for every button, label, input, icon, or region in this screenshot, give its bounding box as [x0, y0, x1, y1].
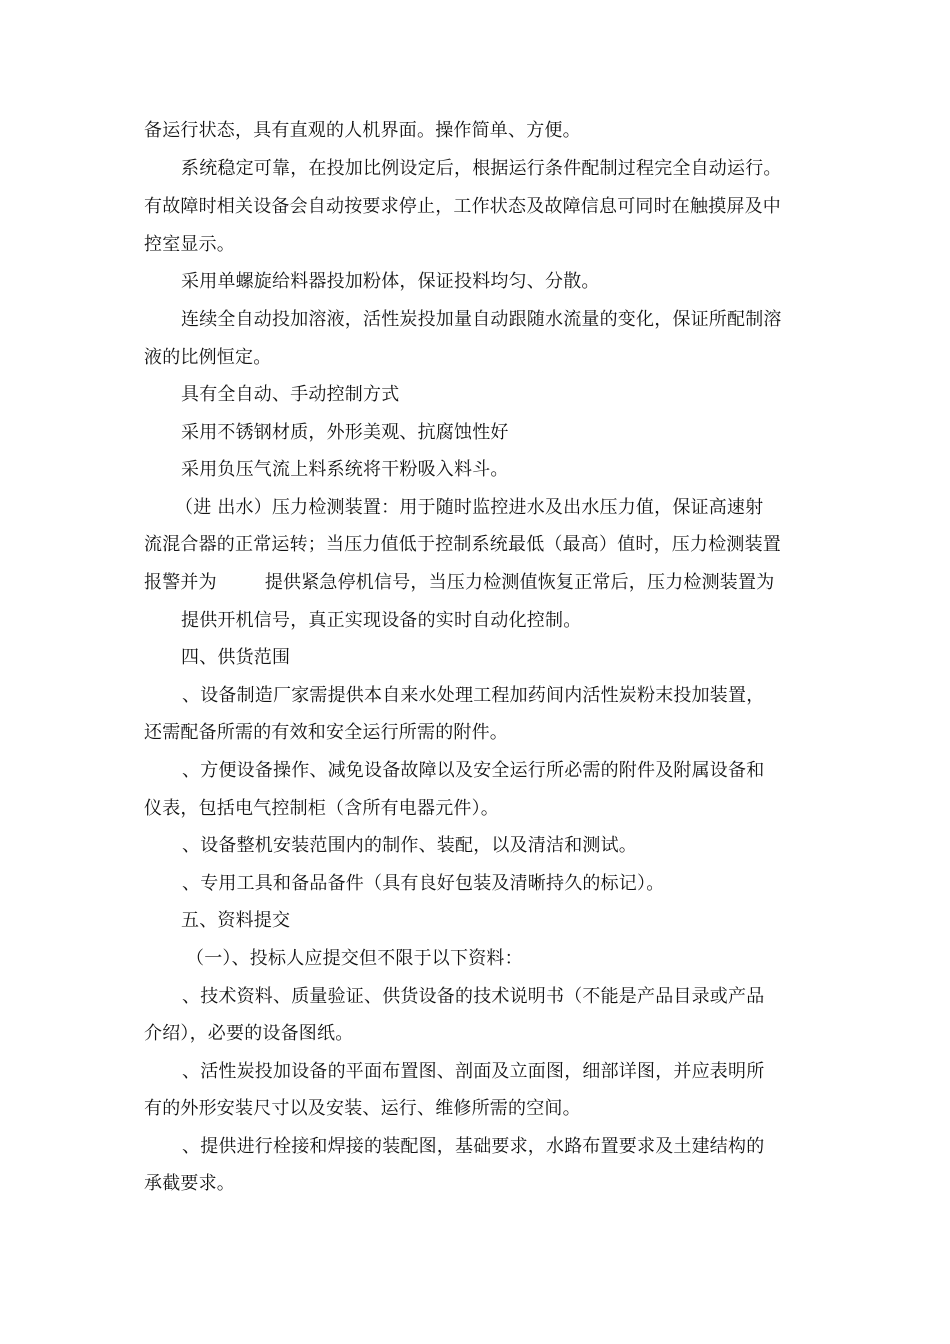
paragraph-line: 备运行状态，具有直观的人机界面。操作简单、方便。 [144, 120, 581, 141]
paragraph-line: 、提供进行栓接和焊接的装配图，基础要求，水路布置要求及土建结构的 [182, 1136, 765, 1157]
paragraph-line: 采用负压气流上料系统将干粉吸入料斗。 [181, 459, 509, 480]
paragraph-line: 有故障时相关设备会自动按要求停止，工作状态及故障信息可同时在触摸屏及中 [144, 196, 781, 217]
paragraph-line: 系统稳定可靠，在投加比例设定后，根据运行条件配制过程完全自动运行。 [181, 158, 782, 179]
paragraph-line: 控室显示。 [144, 234, 235, 255]
paragraph-line: （进 出水）压力检测装置：用于随时监控进水及出水压力值，保证高速射 [175, 497, 764, 518]
paragraph-line: 提供开机信号，真正实现设备的实时自动化控制。 [181, 610, 582, 631]
section-heading: 四、供货范围 [181, 647, 291, 668]
paragraph-line: 仪表，包括电气控制柜（含所有电器元件）。 [144, 798, 499, 819]
paragraph-line: 具有全自动、手动控制方式 [181, 384, 400, 405]
paragraph-line: （一）、投标人应提交但不限于以下资料： [186, 948, 523, 969]
paragraph-line: 连续全自动投加溶液，活性炭投加量自动跟随水流量的变化，保证所配制溶 [181, 309, 782, 330]
paragraph-line: 有的外形安装尺寸以及安装、运行、维修所需的空间。 [144, 1098, 581, 1119]
paragraph-line [144, 571, 774, 595]
paragraph-line: 采用不锈钢材质，外形美观、抗腐蚀性好 [181, 422, 509, 443]
paragraph-line: 、技术资料、质量验证、供货设备的技术说明书（不能是产品目录或产品 [182, 986, 765, 1007]
paragraph-line: 、专用工具和备品备件（具有良好包装及清晰持久的标记）。 [182, 873, 665, 894]
paragraph-line: 、活性炭投加设备的平面布置图、剖面及立面图，细部详图，并应表明所 [182, 1061, 765, 1082]
paragraph-line: 流混合器的正常运转；当压力值低于控制系统最低（最高）值时，压力检测装置 [144, 534, 781, 555]
paragraph-line: 采用单螺旋给料器投加粉体，保证投料均匀、分散。 [181, 271, 600, 292]
paragraph-line: 介绍），必要的设备图纸。 [144, 1023, 354, 1044]
paragraph-line: 、方便设备操作、减免设备故障以及安全运行所必需的附件及附属设备和 [182, 760, 765, 781]
paragraph-line: 承截要求。 [144, 1173, 235, 1194]
paragraph-line: 液的比例恒定。 [144, 347, 272, 368]
paragraph-line: 、设备整机安装范围内的制作、装配，以及清洁和测试。 [182, 835, 637, 856]
line-segment: 提供紧急停机信号，当压力检测值恢复正常后，压力检测装置为 [264, 572, 775, 593]
line-segment: 报警并为 [144, 572, 217, 593]
paragraph-line: 、设备制造厂家需提供本自来水处理工程加药间内活性炭粉末投加装置， [182, 685, 765, 706]
paragraph-line: 还需配备所需的有效和安全运行所需的附件。 [144, 722, 508, 743]
section-heading: 五、资料提交 [181, 910, 291, 931]
